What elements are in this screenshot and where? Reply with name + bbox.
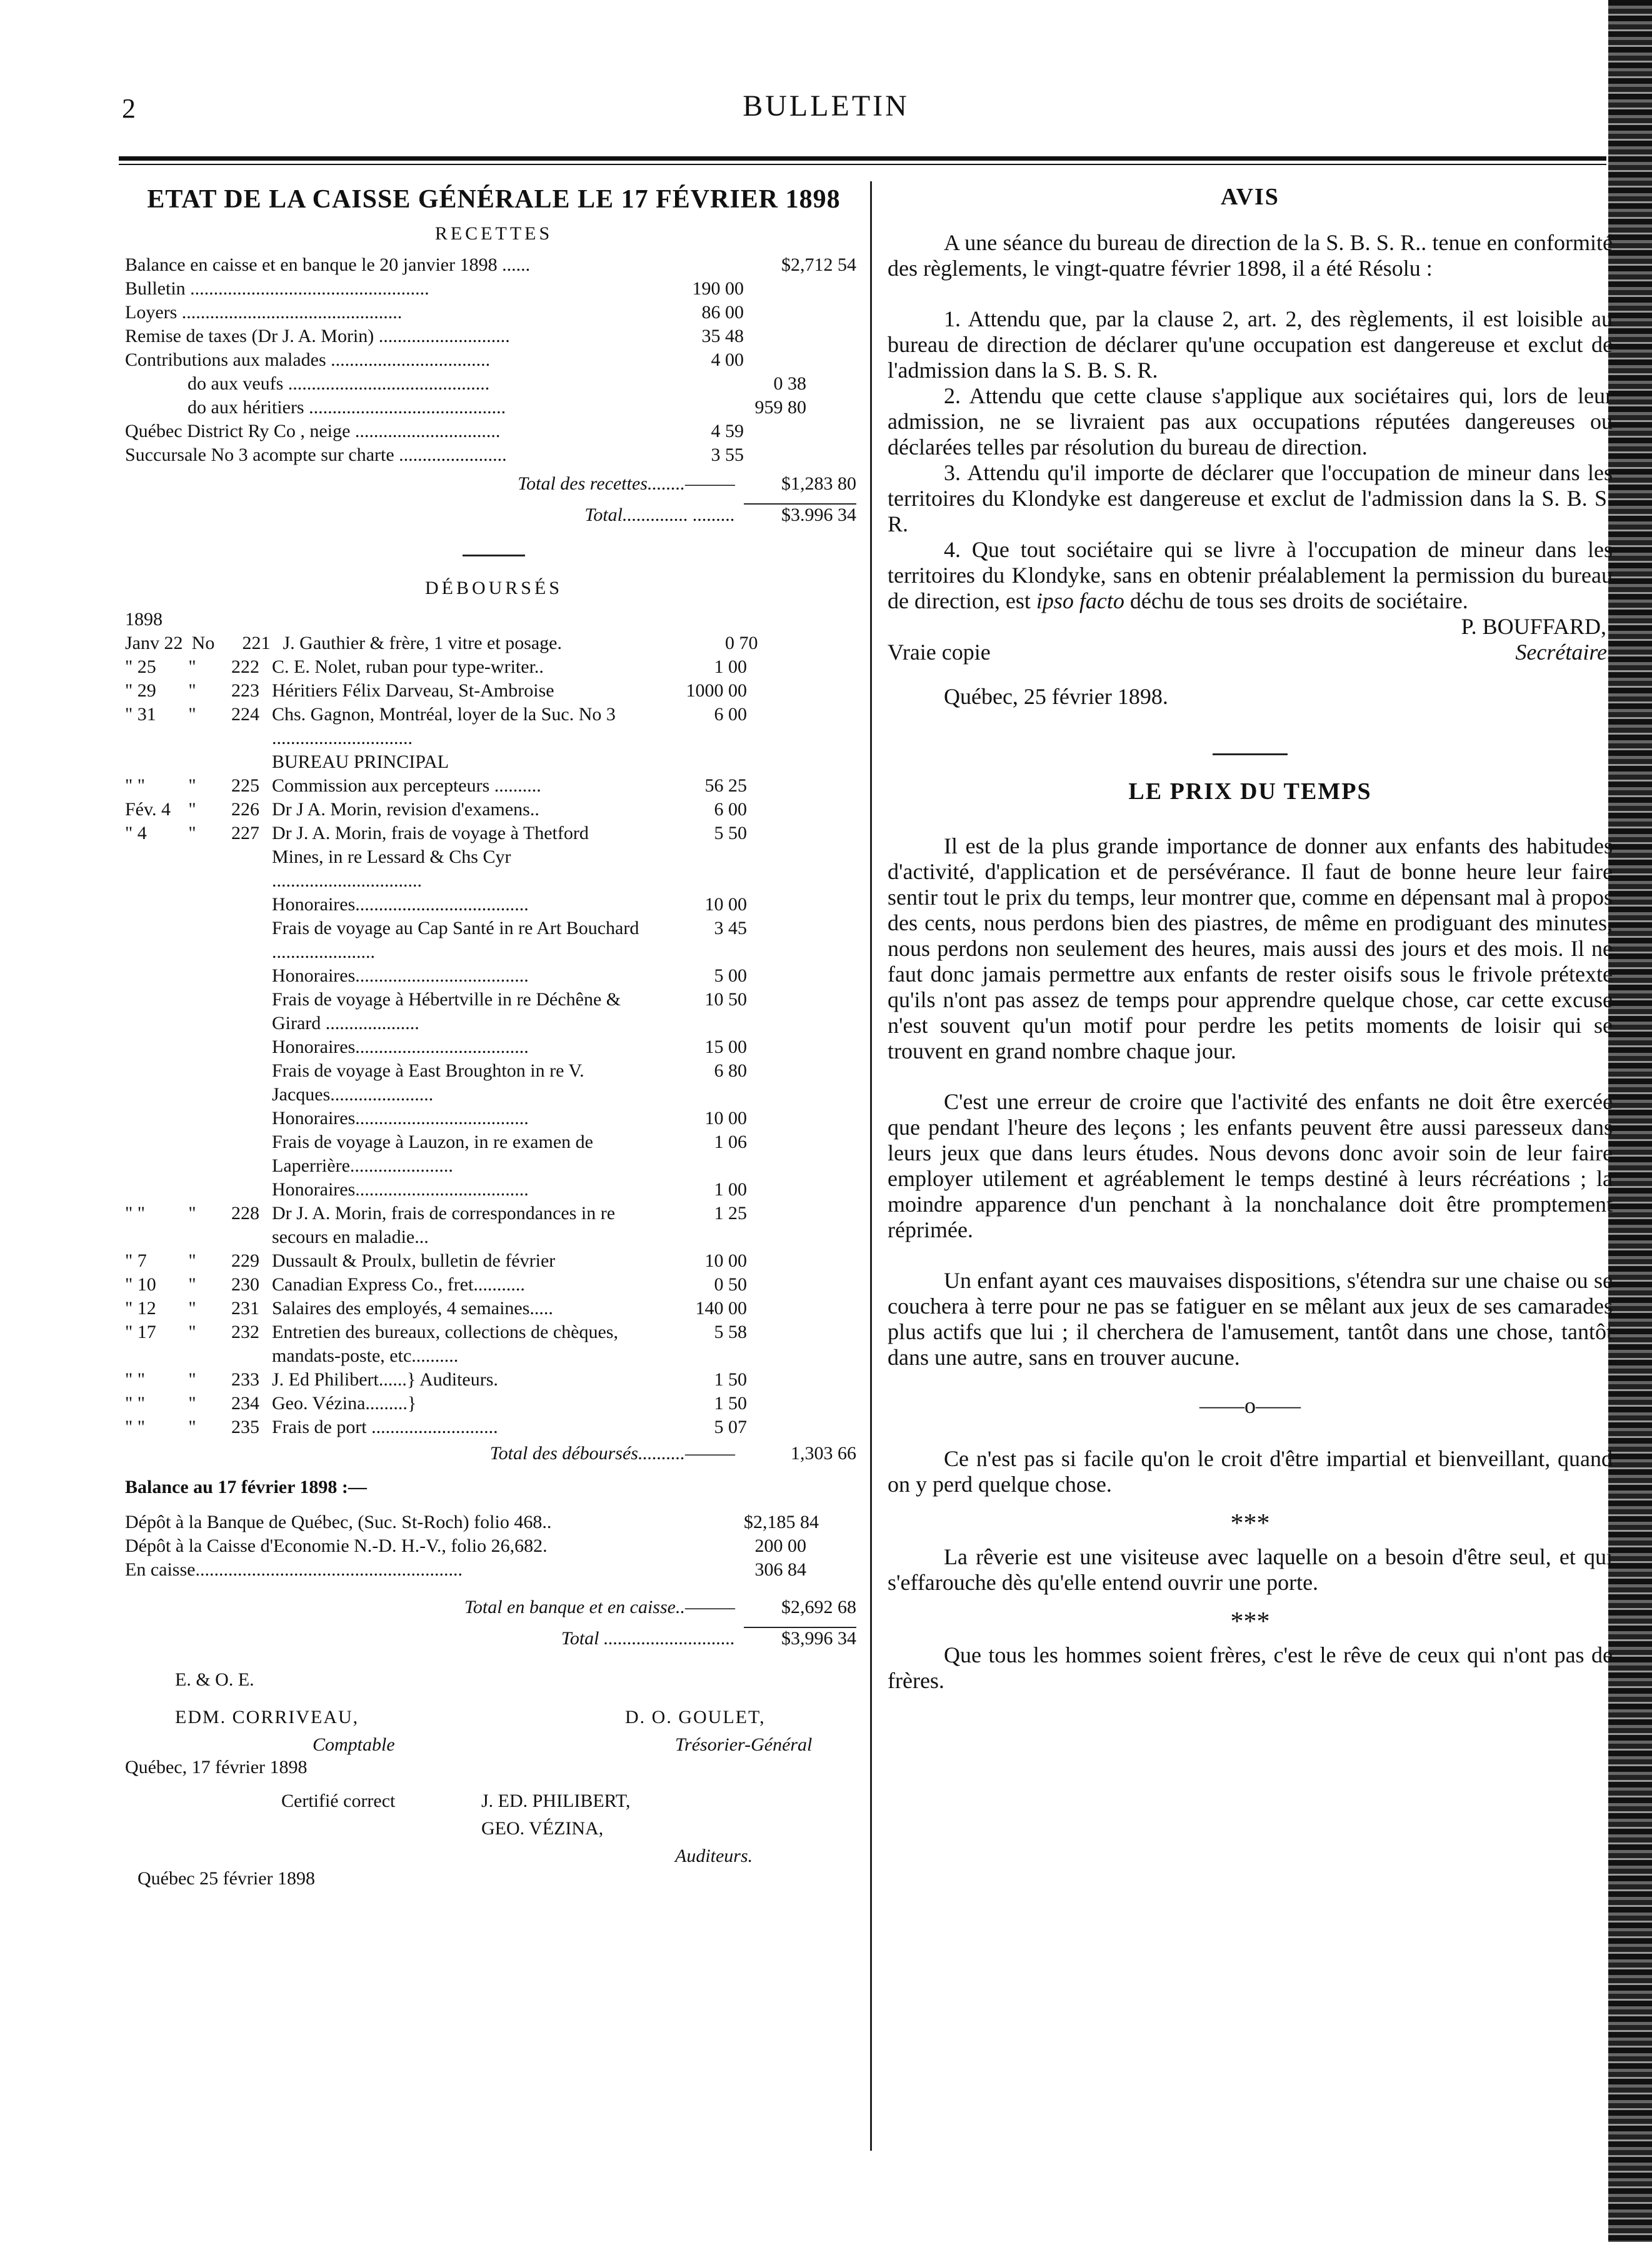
disb-number: 230: [231, 1274, 259, 1295]
receipt-row: [125, 349, 863, 373]
disb-text: Dr J A. Morin, revision d'examens..: [272, 799, 539, 820]
date-row: [125, 1757, 863, 1784]
total-value: $3.996 34: [744, 503, 856, 526]
receipt-amount: 190 00: [692, 278, 744, 299]
disb-text: Dr J. A. Morin, frais de voyage à Thetford Mines, in re Lessard & Chs Cyr ................................: [272, 823, 589, 891]
disb-amount: 10 00: [704, 894, 747, 915]
notices-column: [888, 184, 1613, 1694]
disb-number: 222: [231, 656, 259, 677]
disb-date: " ": [125, 1417, 145, 1437]
deposit-value: $2,185 84: [744, 1512, 819, 1532]
disb-no: ": [188, 656, 196, 677]
disbursement-row: [125, 1368, 863, 1392]
disb-date: " 29: [125, 680, 156, 701]
header-rule: [119, 156, 1606, 161]
receipt-amount: 0 38: [773, 373, 806, 394]
total-receipts-label: Total des recettes........———: [518, 473, 735, 494]
disbursement-row: [125, 1415, 863, 1439]
disbursement-row: [125, 798, 863, 822]
stars-separator: ***: [1230, 1509, 1270, 1538]
receipt-label: Québec District Ry Co , neige ...............................: [125, 421, 501, 441]
disb-text: J. Gauthier & frère, 1 vitre et posage.: [283, 633, 562, 653]
statement-title: ETAT DE LA CAISSE GÉNÉRALE LE 17 FÉVRIER 1898: [147, 185, 841, 214]
disb-text: Frais de voyage au Cap Santé in re Art Bouchard ......................: [272, 918, 639, 962]
disb-text: Honoraires.....................................: [272, 1037, 529, 1057]
receipt-amount: 4 59: [711, 421, 744, 441]
receipt-row: [125, 254, 863, 278]
signatures-row: [125, 1707, 863, 1734]
scan-edge: [1608, 0, 1652, 2242]
avis-clause-3: 3. Attendu qu'il importe de déclarer que l'occupation de mineur dans les territoires du Klondyke est dangereuse et exclut de l'admission dans la S. B. S. R.: [888, 460, 1613, 536]
disb-date: " 7: [125, 1250, 147, 1271]
disb-number: 233: [231, 1369, 259, 1390]
receipt-amount: 35 48: [701, 326, 744, 346]
statement-date: Québec, 17 février 1898: [125, 1757, 308, 1777]
grand-total-value: $3,996 34: [744, 1627, 856, 1649]
disb-number: 221: [242, 633, 271, 653]
disbursement-row: [125, 964, 863, 988]
avis-date: Québec, 25 février 1898.: [944, 684, 1168, 709]
disb-no: ": [188, 1369, 196, 1390]
deposits-list: [125, 1512, 863, 1583]
receipt-amount: 3 55: [711, 445, 744, 465]
disb-text: Chs. Gagnon, Montréal, loyer de la Suc. No 3 ..............................: [272, 704, 616, 748]
avis-clause-4-latin: ipso facto: [1036, 588, 1124, 613]
signature-tresorier: D. O. GOULET,: [625, 1707, 766, 1727]
deposit-value: 306 84: [754, 1559, 806, 1580]
receipt-row: [125, 421, 863, 445]
avis-clause-4-text: 4. Que tout sociétaire qui se livre à l'occupation de mineur dans les territoires du Klondyke, sans en obtenir préalablement la permission du bureau de direction, est: [888, 537, 1613, 613]
disb-amount: 1 00: [714, 656, 747, 677]
disb-amount: 5 58: [714, 1322, 747, 1342]
disbursement-row: [125, 1178, 863, 1202]
disbursements-list: [125, 631, 863, 1439]
receipt-label: Balance en caisse et en banque le 20 janvier 1898 ......: [125, 254, 531, 275]
disb-number: 223: [231, 680, 259, 701]
total-disbursements-value: 1,303 66: [791, 1443, 856, 1464]
copy-row: [888, 640, 1613, 665]
disbursement-row: [125, 703, 863, 750]
auditor-role-row: [125, 1846, 863, 1868]
stars-separator-2: ***: [1230, 1607, 1270, 1636]
disb-number: 225: [231, 775, 259, 796]
disbursement-row: [125, 679, 863, 703]
disbursement-row: [125, 1392, 863, 1415]
article-title: LE PRIX DU TEMPS: [1128, 778, 1372, 805]
receipt-label: Succursale No 3 acompte sur charte .......................: [125, 445, 507, 465]
auditor-vezina: GEO. VÉZINA,: [481, 1818, 604, 1839]
disb-amount: 3 45: [714, 918, 747, 938]
disb-amount: 1 25: [714, 1203, 747, 1224]
article-paragraph-3: Un enfant ayant ces mauvaises dispositions, s'étendra sur une chaise ou se couchera à terre pour ne pas se fatiguer en se mêlant aux jeux de ses camarades plus actifs que lui ; il cherchera de l'amusement, tantôt dans une chose, tantôt dans une autre, sans en trouver aucune.: [888, 1268, 1613, 1370]
disb-text: Commission aux percepteurs ..........: [272, 775, 541, 796]
auditor-row: [125, 1818, 863, 1846]
disb-no: ": [188, 1298, 196, 1319]
signature-comptable: EDM. CORRIVEAU,: [175, 1707, 359, 1727]
deposit-label: Dépôt à la Banque de Québec, (Suc. St-Roch) folio 468..: [125, 1512, 552, 1532]
disb-amount: 1000 00: [686, 680, 747, 701]
disb-text: Entretien des bureaux, collections de chèques, mandats-poste, etc..........: [272, 1322, 618, 1366]
receipt-label: Loyers ...............................................: [125, 302, 403, 323]
total-receipts-value: $1,283 80: [781, 473, 856, 494]
total-bank-row: [125, 1597, 863, 1627]
disbursement-row: [125, 1249, 863, 1273]
receipt-amount: 86 00: [701, 302, 744, 323]
auditor-role: Auditeurs.: [675, 1846, 753, 1866]
signer-role: Secrétaire.: [1515, 640, 1613, 665]
receipt-row: [125, 445, 863, 468]
disb-text: Honoraires.....................................: [272, 894, 529, 915]
disb-no: ": [188, 799, 196, 820]
disb-no: ": [188, 1393, 196, 1414]
disbursement-row: [125, 822, 863, 893]
disb-text: C. E. Nolet, ruban pour type-writer..: [272, 656, 544, 677]
disb-amount: 1 00: [714, 1179, 747, 1200]
total-disbursements-label: Total des déboursés..........———: [489, 1443, 735, 1464]
disbursement-row: [125, 750, 863, 774]
receipt-row: [125, 326, 863, 349]
receipt-label: do aux héritiers ..........................................: [188, 397, 506, 418]
disb-text: Honoraires.....................................: [272, 1179, 529, 1200]
year-label: 1898: [125, 609, 163, 630]
receipt-row: [125, 397, 863, 421]
disb-text: J. Ed Philibert......} Auditeurs.: [272, 1369, 498, 1390]
disbursement-row: [125, 1320, 863, 1368]
disb-text: Salaires des employés, 4 semaines.....: [272, 1298, 553, 1319]
disb-text: BUREAU PRINCIPAL: [272, 752, 449, 772]
disb-amount: 140 00: [695, 1298, 747, 1319]
disb-text: Dr J. A. Morin, frais de correspondances in re secours en maladie...: [272, 1203, 616, 1247]
disb-amount: 0 70: [725, 633, 758, 653]
page-number: 2: [122, 93, 136, 124]
disb-number: 228: [231, 1203, 259, 1224]
copy-label: Vraie copie: [888, 640, 991, 665]
receipt-label: Contributions aux malades ..................................: [125, 349, 491, 370]
maxim-1: Ce n'est pas si facile qu'on le croit d'être impartial et bienveillant, quand on y perd quelque chose.: [888, 1446, 1613, 1497]
deposit-row: [125, 1512, 863, 1536]
avis-clause-4-end: déchu de tous ses droits de sociétaire.: [1124, 588, 1468, 613]
balance-label: Balance au 17 février 1898 :—: [125, 1477, 367, 1497]
disb-date: " ": [125, 775, 145, 796]
disb-amount: 6 80: [714, 1060, 747, 1081]
receipt-row: [125, 302, 863, 326]
eoe-row: [125, 1669, 863, 1697]
disb-number: 227: [231, 823, 259, 843]
total-bank-label: Total en banque et en caisse..———: [464, 1597, 735, 1617]
disb-date: " ": [125, 1203, 145, 1224]
avis-title: AVIS: [1221, 184, 1279, 210]
total-label: Total.............. .........: [584, 505, 735, 525]
disb-amount: 1 50: [714, 1369, 747, 1390]
disb-number: 232: [231, 1322, 259, 1342]
receipt-amount: 4 00: [711, 349, 744, 370]
deposit-row: [125, 1536, 863, 1559]
audit-date: Québec 25 février 1898: [138, 1868, 316, 1889]
signature-roles-row: [125, 1734, 863, 1757]
disb-text: Dussault & Proulx, bulletin de février: [272, 1250, 556, 1271]
disb-no: ": [188, 1250, 196, 1271]
avis-clause-2: 2. Attendu que cette clause s'applique aux sociétaires qui, lors de leur admission, ne se livraient pas aux occupations réputées dangereuses ou déclarées telles par résolution du bureau de direction.: [888, 383, 1613, 460]
section-rule: [463, 555, 525, 556]
disbursement-row: [125, 1297, 863, 1320]
disb-number: 224: [231, 704, 259, 725]
disb-date: " 17: [125, 1322, 156, 1342]
deposit-row: [125, 1559, 863, 1583]
separator: ——o——: [1199, 1393, 1301, 1418]
disbursement-row: [125, 917, 863, 964]
disb-no: ": [188, 1322, 196, 1342]
article-paragraph-2: C'est une erreur de croire que l'activité des enfants ne doit être exercée que pendant l'heure des leçons ; les enfants peuvent être aussi paresseux dans leurs jeux que dans leurs études. Nous devons donc avoir soin de leur faire employer utilement et agréablement le temps destiné à leurs récréations ; la moindre apparence d'un penchant à la nonchalance doit être promptement réprimée.: [888, 1089, 1613, 1242]
disb-amount: 0 50: [714, 1274, 747, 1295]
total-disbursements-row: [125, 1443, 863, 1473]
disb-amount: 5 07: [714, 1417, 747, 1437]
deposit-value: 200 00: [754, 1536, 806, 1556]
certified-label: Certifié correct: [281, 1791, 396, 1811]
disbursement-row: [125, 1273, 863, 1297]
disbursement-row: [125, 1035, 863, 1059]
disb-amount: 10 00: [704, 1108, 747, 1129]
disb-amount: 5 00: [714, 965, 747, 986]
disb-no: ": [188, 823, 196, 843]
disb-text: Frais de voyage à East Broughton in re V. Jacques......................: [272, 1060, 584, 1105]
grand-total-label: Total ............................: [561, 1628, 735, 1649]
disb-text: Frais de port ...........................: [272, 1417, 498, 1437]
avis-intro: A une séance du bureau de direction de la S. B. S. R.. tenue en conformité des règlements, le vingt-quatre février 1898, il a été Résolu :: [888, 230, 1613, 281]
avis-signer: P. BOUFFARD,: [1461, 614, 1606, 639]
disb-number: 226: [231, 799, 259, 820]
disb-number: 234: [231, 1393, 259, 1414]
disb-text: Honoraires.....................................: [272, 965, 529, 986]
financial-statement: [125, 184, 863, 1896]
role-comptable: Comptable: [313, 1734, 395, 1755]
receipts-list: [125, 254, 863, 468]
deposit-label: Dépôt à la Caisse d'Economie N.-D. H.-V., folio 26,682.: [125, 1536, 548, 1556]
disb-no: ": [188, 1417, 196, 1437]
disb-text: Frais de voyage à Hébertville in re Déchêne & Girard ....................: [272, 989, 621, 1033]
header-rule-thin: [119, 164, 1606, 165]
total-bank-value: $2,692 68: [781, 1597, 856, 1617]
disb-number: 235: [231, 1417, 259, 1437]
disbursement-row: [125, 893, 863, 917]
disb-amount: 6 00: [714, 704, 747, 725]
receipt-label: Bulletin ...................................................: [125, 278, 429, 299]
disbursement-row: [125, 1107, 863, 1130]
disb-text: Honoraires.....................................: [272, 1108, 529, 1129]
total-row: [125, 503, 863, 533]
section-rule: [1213, 753, 1288, 755]
disb-date: " ": [125, 1369, 145, 1390]
disb-date: " ": [125, 1393, 145, 1414]
disb-date: " 25: [125, 656, 156, 677]
disb-amount: 1 50: [714, 1393, 747, 1414]
disbursement-row: [125, 631, 863, 655]
disbursements-heading: DÉBOURSÉS: [424, 578, 563, 598]
receipt-row: [125, 373, 863, 397]
disb-text: Frais de voyage à Lauzon, in re examen de Laperrière......................: [272, 1132, 593, 1176]
disb-amount: 10 00: [704, 1250, 747, 1271]
grand-total-row: [125, 1627, 863, 1657]
receipt-label: Remise de taxes (Dr J. A. Morin) ............................: [125, 326, 510, 346]
disb-no: ": [188, 1274, 196, 1295]
maxim-2: La rêverie est une visiteuse avec laquelle on a besoin d'être seul, et qui s'effarouche dès qu'elle entend ouvrir une porte.: [888, 1544, 1613, 1595]
receipt-total: $2,712 54: [781, 254, 856, 275]
deposit-label: En caisse.........................................................: [125, 1559, 463, 1580]
disb-number: 231: [231, 1298, 259, 1319]
date2-row: [125, 1868, 863, 1896]
receipt-row: [125, 278, 863, 302]
disbursement-row: [125, 1130, 863, 1178]
disb-date: " 12: [125, 1298, 156, 1319]
disb-amount: 6 00: [714, 799, 747, 820]
certified-row: [125, 1791, 863, 1818]
disb-text: Canadian Express Co., fret...........: [272, 1274, 525, 1295]
disb-amount: 56 25: [704, 775, 747, 796]
disb-date: Fév. 4: [125, 799, 171, 820]
disb-amount: 15 00: [704, 1037, 747, 1057]
receipt-amount: 959 80: [754, 397, 806, 418]
page-title: BULLETIN: [743, 89, 909, 123]
avis-clause-1: 1. Attendu que, par la clause 2, art. 2, des règlements, il est loisible au bureau de direction de déclarer qu'une occupation est dangereuse et exclut de l'admission dans la S. B. S. R.: [888, 306, 1613, 383]
disbursement-row: [125, 988, 863, 1035]
maxim-3: Que tous les hommes soient frères, c'est le rêve de ceux qui n'ont pas de frères.: [888, 1642, 1613, 1693]
disbursement-row: [125, 774, 863, 798]
receipts-heading: RECETTES: [434, 223, 553, 244]
disbursement-row: [125, 1202, 863, 1249]
role-tresorier: Trésorier-Général: [675, 1734, 813, 1755]
disb-no: ": [188, 680, 196, 701]
disb-date: Janv 22: [125, 633, 183, 653]
disb-no: No: [191, 633, 215, 653]
disb-text: Geo. Vézina.........}: [272, 1393, 417, 1414]
disb-date: " 4: [125, 823, 147, 843]
disb-no: ": [188, 1203, 196, 1224]
disbursement-row: [125, 1059, 863, 1107]
total-receipts-row: [125, 473, 863, 503]
disb-amount: 1 06: [714, 1132, 747, 1152]
disb-date: " 10: [125, 1274, 156, 1295]
eoe-note: E. & O. E.: [175, 1669, 254, 1690]
disbursement-row: [125, 655, 863, 679]
column-divider: [870, 181, 872, 2151]
auditor-philibert: J. ED. PHILIBERT,: [481, 1791, 631, 1811]
receipt-label: do aux veufs ...........................................: [188, 373, 490, 394]
disb-number: 229: [231, 1250, 259, 1271]
disb-amount: 10 50: [704, 989, 747, 1010]
disb-date: " 31: [125, 704, 156, 725]
disb-no: ": [188, 775, 196, 796]
disb-amount: 5 50: [714, 823, 747, 843]
disb-text: Héritiers Félix Darveau, St-Ambroise: [272, 680, 554, 701]
article-paragraph-1: Il est de la plus grande importance de donner aux enfants des habitudes d'activité, d'application et de persévérance. Il faut de bonne heure leur faire sentir tout le prix du temps, leur montrer que, comme en dépensant mal à propos des cents, nous perdons bien des piastres, de même en prodiguant des minutes, nous perdons non seulement des heures, mais aussi des jours et des mois. Il ne faut donc jamais permettre aux enfants de rester oisifs sous le frivole prétexte qu'ils n'ont pas assez de temps pour apprendre quelque chose, car cette excuse n'est souvent qu'un motif pour perdre les petits moments de loisir qui se trouvent en grand nombre chaque jour.: [888, 833, 1613, 1063]
avis-clause-4: [888, 537, 1613, 614]
disb-no: ": [188, 704, 196, 725]
